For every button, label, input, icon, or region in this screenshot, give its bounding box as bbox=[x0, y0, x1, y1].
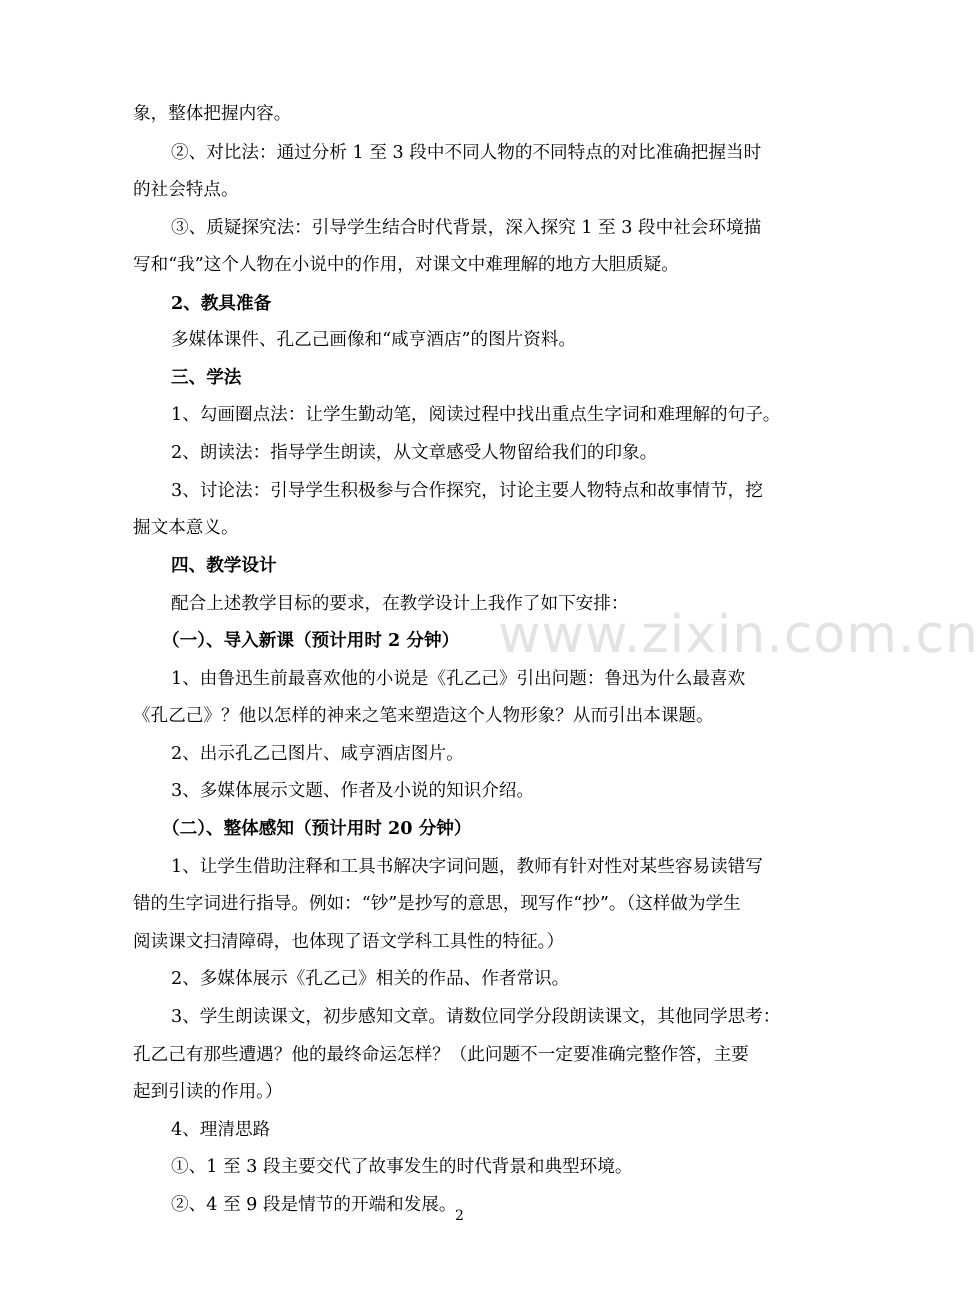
text-line: 3、讨论法：引导学生积极参与合作探究，讨论主要人物特点和故事情节，挖 bbox=[171, 481, 763, 501]
text-line: 掘文本意义。 bbox=[133, 518, 239, 538]
text-line: 2、朗读法：指导学生朗读，从文章感受人物留给我们的印象。 bbox=[171, 443, 658, 463]
text-line: （二）、整体感知（预计用时 20 分钟） bbox=[162, 818, 472, 839]
text-line: 四、教学设计 bbox=[171, 555, 277, 576]
text-line: ②、对比法：通过分析 1 至 3 段中不同人物的不同特点的对比准确把握当时 bbox=[171, 143, 762, 163]
text-line: ②、4 至 9 段是情节的开端和发展。 bbox=[171, 1195, 457, 1215]
text-line: 3、学生朗读课文，初步感知文章。请数位同学分段朗读课文，其他同学思考： bbox=[171, 1007, 781, 1027]
text-line: 《孔乙己》？他以怎样的神来之笔来塑造这个人物形象？从而引出本课题。 bbox=[133, 706, 714, 726]
text-line: 孔乙己有那些遭遇？他的最终命运怎样？（此问题不一定要准确完整作答，主要 bbox=[133, 1045, 749, 1065]
text-line: 多媒体课件、孔乙己画像和“咸亨酒店”的图片资料。 bbox=[171, 330, 577, 350]
text-line: 1、让学生借助注释和工具书解决字词问题，教师有针对性对某些容易读错写 bbox=[171, 857, 763, 877]
text-line: ①、1 至 3 段主要交代了故事发生的时代背景和典型环境。 bbox=[171, 1157, 633, 1177]
text-line: 三、学法 bbox=[171, 367, 242, 388]
watermark: www.zixin.com.cn bbox=[498, 605, 979, 665]
text-line: 配合上述教学目标的要求，在教学设计上我作了如下安排： bbox=[171, 594, 629, 614]
text-line: 阅读课文扫清障碍，也体现了语文学科工具性的特征。） bbox=[133, 932, 565, 952]
text-line: 1、由鲁迅生前最喜欢他的小说是《孔乙己》引出问题：鲁迅为什么最喜欢 bbox=[171, 669, 746, 689]
text-line: 的社会特点。 bbox=[133, 180, 239, 200]
text-line: 1、勾画圈点法：让学生勤动笔，阅读过程中找出重点生字词和难理解的句子。 bbox=[171, 405, 781, 425]
text-line: （一）、导入新课（预计用时 2 分钟） bbox=[162, 630, 460, 651]
text-line: 错的生字词进行指导。例如：“钞”是抄写的意思，现写作“抄”。（这样做为学生 bbox=[133, 894, 741, 914]
text-line: ③、质疑探究法：引导学生结合时代背景，深入探究 1 至 3 段中社会环境描 bbox=[171, 218, 762, 238]
text-line: 2、多媒体展示《孔乙己》相关的作品、作者常识。 bbox=[171, 969, 570, 989]
text-line: 2、出示孔乙己图片、咸亨酒店图片。 bbox=[171, 744, 464, 764]
text-line: 3、多媒体展示文题、作者及小说的知识介绍。 bbox=[171, 781, 535, 801]
text-line: 象，整体把握内容。 bbox=[133, 104, 292, 124]
text-line: 起到引读的作用。） bbox=[133, 1082, 283, 1102]
text-line: 4、理清思路 bbox=[171, 1120, 271, 1140]
text-line: 写和“我”这个人物在小说中的作用，对课文中难理解的地方大胆质疑。 bbox=[133, 255, 679, 275]
page-number: 2 bbox=[455, 1208, 464, 1224]
text-line: 2、教具准备 bbox=[171, 293, 272, 314]
